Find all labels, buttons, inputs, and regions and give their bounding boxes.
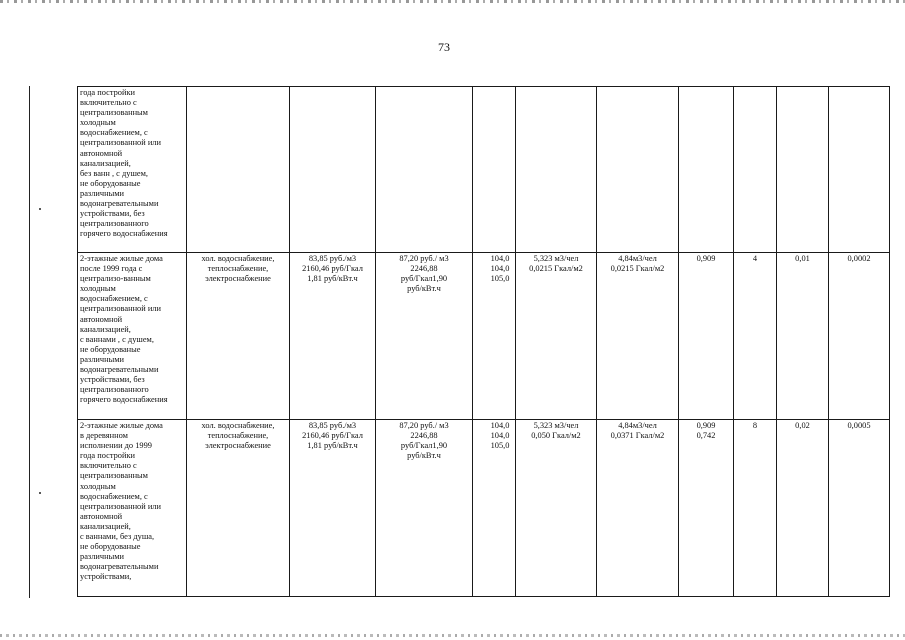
count-cell: 4 bbox=[734, 253, 777, 420]
page-number: 73 bbox=[438, 40, 450, 54]
tariff-cell: 87,20 руб./ м3 2246,88 руб/Гкал1,90 руб/кВт.ч bbox=[376, 253, 473, 420]
coefficient-cell: 0,909 0,742 bbox=[679, 420, 734, 597]
tariff-table bbox=[77, 86, 890, 597]
count-cell bbox=[734, 87, 777, 253]
index-cell: 104,0 104,0 105,0 bbox=[473, 420, 516, 597]
value-cell: 0,02 bbox=[777, 420, 829, 597]
table-row bbox=[78, 253, 890, 420]
housing-description-cell: 2-этажные жилые дома после 1999 года с централизо-ванным холодным водоснабжением, с централизованной или автономной канализацией, с ваннами , с душем, не оборудованые различными водонагревательными устройствами, без централизованного горячего водоснабжения bbox=[78, 253, 187, 420]
services-cell: хол. водоснабжение, теплоснабжение, электроснабжение bbox=[187, 420, 290, 597]
value-cell: 0,0002 bbox=[829, 253, 890, 420]
housing-description-cell: 2-этажные жилые дома в деревянном исполнении до 1999 года постройки включительно с централизованным холодным водоснабжением, с централизованной или автономной канализацией, с ваннами, без душа, не оборудованые различными водонагревательными устройствами, bbox=[78, 420, 187, 597]
left-margin-line bbox=[29, 86, 30, 598]
housing-description-cell: года постройки включительно с централизованным холодным водоснабжением, с централизованной или автономной канализацией, без ванн , с душем, не оборудованые различными водонагревательными устройствами, без централизованного горячего водоснабжения bbox=[78, 87, 187, 253]
table-row bbox=[78, 87, 890, 253]
scan-speck bbox=[39, 208, 41, 210]
scan-edge-top bbox=[0, 0, 905, 3]
tariff-cell bbox=[290, 87, 376, 253]
value-cell bbox=[777, 87, 829, 253]
norm-cell: 4,84м3/чел 0,0371 Гкал/м2 bbox=[597, 420, 679, 597]
index-cell bbox=[473, 87, 516, 253]
coefficient-cell: 0,909 bbox=[679, 253, 734, 420]
index-cell: 104,0 104,0 105,0 bbox=[473, 253, 516, 420]
value-cell: 0,0005 bbox=[829, 420, 890, 597]
norm-cell bbox=[597, 87, 679, 253]
services-cell bbox=[187, 87, 290, 253]
tariff-cell: 83,85 руб./м3 2160,46 руб/Гкал 1,81 руб/кВт.ч bbox=[290, 253, 376, 420]
tariff-cell: 87,20 руб./ м3 2246,88 руб/Гкал1,90 руб/кВт.ч bbox=[376, 420, 473, 597]
value-cell: 0,01 bbox=[777, 253, 829, 420]
norm-cell: 5,323 м3/чел 0,050 Гкал/м2 bbox=[516, 420, 597, 597]
scan-speck bbox=[39, 492, 41, 494]
coefficient-cell bbox=[679, 87, 734, 253]
value-cell bbox=[829, 87, 890, 253]
table-row bbox=[78, 420, 890, 597]
scan-edge-bottom bbox=[0, 634, 905, 637]
norm-cell bbox=[516, 87, 597, 253]
tariff-cell bbox=[376, 87, 473, 253]
norm-cell: 4,84м3/чел 0,0215 Гкал/м2 bbox=[597, 253, 679, 420]
services-cell: хол. водоснабжение, теплоснабжение, электроснабжение bbox=[187, 253, 290, 420]
tariff-cell: 83,85 руб./м3 2160,46 руб/Гкал 1,81 руб/кВт.ч bbox=[290, 420, 376, 597]
norm-cell: 5,323 м3/чел 0,0215 Гкал/м2 bbox=[516, 253, 597, 420]
count-cell: 8 bbox=[734, 420, 777, 597]
